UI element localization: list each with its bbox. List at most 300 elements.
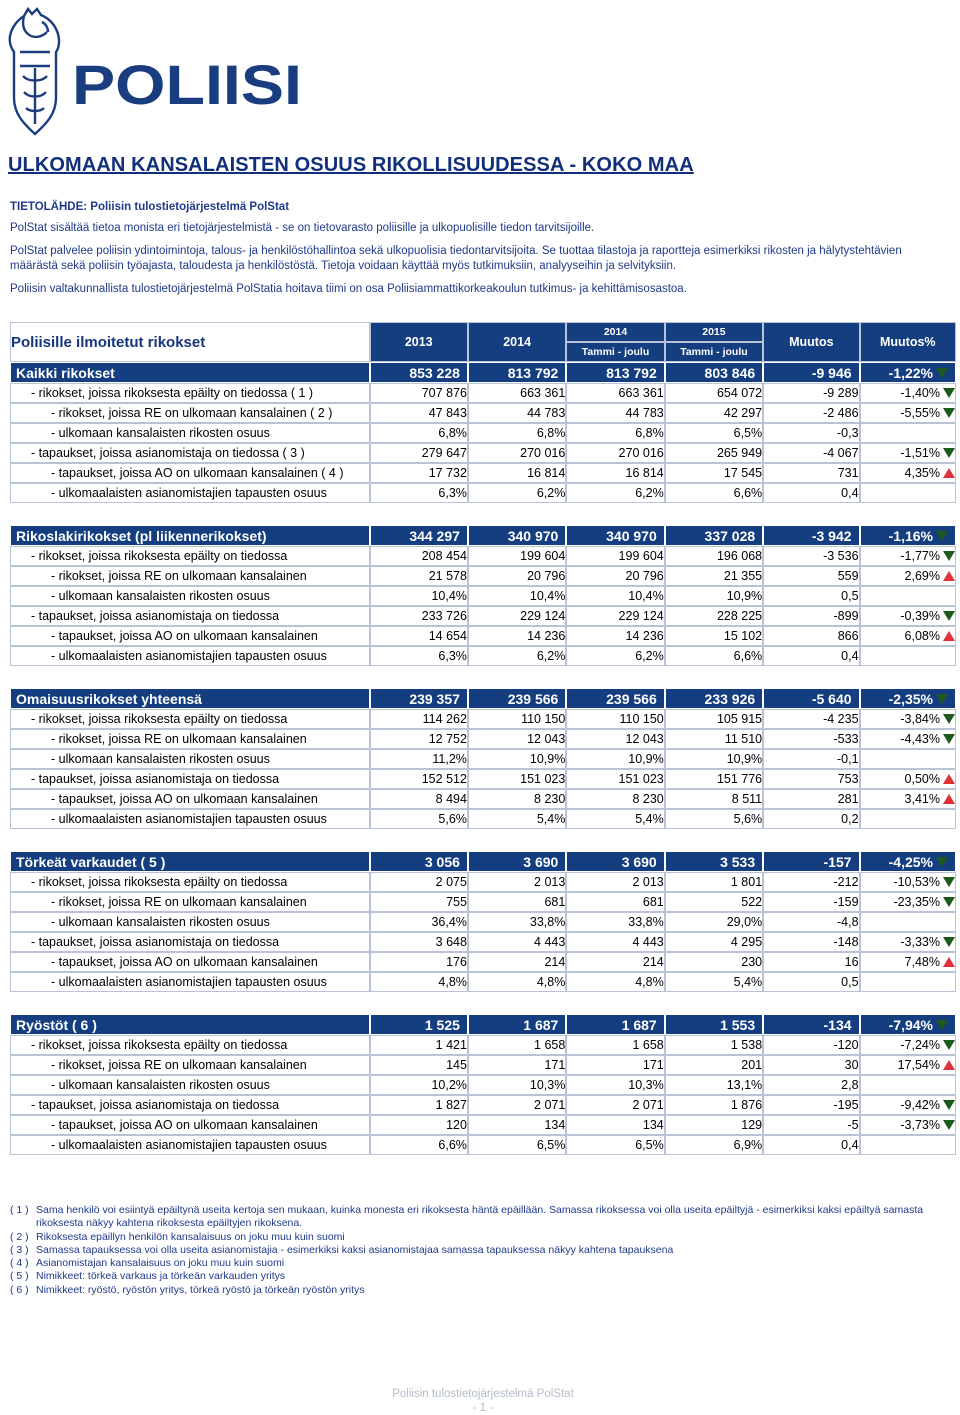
value-2014-period: 681 — [566, 892, 664, 912]
value-2014: 171 — [468, 1055, 566, 1075]
value-2014-period: 6,8% — [566, 423, 664, 443]
table-row — [10, 423, 956, 443]
value-2013: 208 454 — [370, 546, 468, 566]
value-2014-period: 6,2% — [566, 483, 664, 503]
value-2013: 6,8% — [370, 423, 468, 443]
table-row — [10, 1035, 956, 1055]
value-2013: 3 648 — [370, 932, 468, 952]
intro-paragraph-1: PolStat sisältää tietoa monista eri tietojärjestelmistä - se on tietovarasto poliisille ja ulkopuolisille tiedon tarvitsijoille. — [10, 222, 595, 234]
pct-wrapper — [900, 446, 955, 460]
value-2015-period: 265 949 — [665, 443, 763, 463]
value-muutos: -4 235 — [763, 709, 859, 729]
row-label: - rikokset, joissa RE on ulkomaan kansalainen — [10, 892, 370, 912]
value-2015-period: 42 297 — [665, 403, 763, 423]
value-2013: 3 056 — [370, 851, 468, 872]
value-muutos-pct — [860, 972, 956, 992]
value-muutos-pct — [860, 1095, 956, 1115]
pct-wrapper — [905, 629, 955, 643]
value-2014-period: 2 071 — [566, 1095, 664, 1115]
section-row — [10, 688, 956, 709]
trend-down-icon — [943, 448, 955, 458]
pct-text: -0,39% — [900, 609, 940, 623]
value-muutos: 0,4 — [763, 483, 859, 503]
logo-wordmark: POLIISI — [72, 53, 302, 116]
value-2013: 279 647 — [370, 443, 468, 463]
value-2014: 214 — [468, 952, 566, 972]
pct-wrapper — [900, 732, 955, 746]
table-row — [10, 646, 956, 666]
value-2014: 6,8% — [468, 423, 566, 443]
value-muutos: -157 — [763, 851, 859, 872]
trend-down-icon — [943, 1100, 955, 1110]
pct-text: -1,51% — [900, 446, 940, 460]
trend-down-icon — [943, 1040, 955, 1050]
value-muutos-pct — [860, 912, 956, 932]
table-row — [10, 1115, 956, 1135]
table-body — [10, 362, 956, 1155]
value-muutos: 559 — [763, 566, 859, 586]
value-muutos-pct — [860, 403, 956, 423]
value-2015-period: 1 538 — [665, 1035, 763, 1055]
pct-wrapper — [900, 406, 955, 420]
value-2014-period: 16 814 — [566, 463, 664, 483]
value-2015-period: 3 533 — [665, 851, 763, 872]
value-2014: 110 150 — [468, 709, 566, 729]
footnotes — [10, 1204, 940, 1297]
value-2014: 151 023 — [468, 769, 566, 789]
trend-down-icon — [936, 368, 948, 378]
value-2015-period: 6,9% — [665, 1135, 763, 1155]
value-muutos-pct — [860, 789, 956, 809]
value-muutos-pct — [860, 892, 956, 912]
trend-down-icon — [943, 408, 955, 418]
page-footer — [0, 1387, 960, 1415]
value-2013: 47 843 — [370, 403, 468, 423]
footnote-text: Nimikkeet: ryöstö, ryöstön yritys, törkeä ryöstö ja törkeän ryöstön yritys — [36, 1283, 365, 1296]
value-muutos-pct — [860, 1035, 956, 1055]
value-muutos: -134 — [763, 1014, 859, 1035]
pct-text: -4,43% — [900, 732, 940, 746]
value-muutos: 0,2 — [763, 809, 859, 829]
value-2013: 21 578 — [370, 566, 468, 586]
pct-wrapper — [900, 712, 955, 726]
pct-text: -1,22% — [888, 364, 933, 381]
pct-text: -3,33% — [900, 935, 940, 949]
row-label: - tapaukset, joissa AO on ulkomaan kansalainen — [10, 952, 370, 972]
footnote-mark: ( 5 ) — [10, 1270, 29, 1283]
trend-down-icon — [943, 1120, 955, 1130]
value-2014-period: 44 783 — [566, 403, 664, 423]
value-2014-period: 2 013 — [566, 872, 664, 892]
table-row — [10, 403, 956, 423]
value-2014-period: 10,3% — [566, 1075, 664, 1095]
value-muutos-pct — [860, 546, 956, 566]
value-muutos-pct — [860, 872, 956, 892]
value-muutos: -195 — [763, 1095, 859, 1115]
trend-down-icon — [943, 734, 955, 744]
trend-up-icon — [943, 1060, 955, 1070]
row-label: - ulkomaalaisten asianomistajien tapausten osuus — [10, 972, 370, 992]
value-2014-period: 4,8% — [566, 972, 664, 992]
value-muutos-pct — [860, 1055, 956, 1075]
value-muutos: 866 — [763, 626, 859, 646]
pct-wrapper — [905, 792, 955, 806]
value-muutos: -120 — [763, 1035, 859, 1055]
table-row — [10, 769, 956, 789]
value-2014-period: 199 604 — [566, 546, 664, 566]
value-muutos-pct — [860, 1075, 956, 1095]
pct-text: 0,50% — [904, 772, 940, 786]
pct-wrapper — [900, 549, 955, 563]
value-2013: 114 262 — [370, 709, 468, 729]
pct-text: 6,08% — [904, 629, 940, 643]
value-muutos-pct — [860, 383, 956, 403]
pct-text: -3,73% — [900, 1118, 940, 1132]
value-muutos: -148 — [763, 932, 859, 952]
row-label: - ulkomaan kansalaisten rikosten osuus — [10, 586, 370, 606]
value-2014-period: 239 566 — [566, 688, 664, 709]
value-muutos-pct — [860, 463, 956, 483]
value-2014: 681 — [468, 892, 566, 912]
value-2014: 16 814 — [468, 463, 566, 483]
pct-text: -7,24% — [900, 1038, 940, 1052]
footnote-mark: ( 6 ) — [10, 1283, 29, 1296]
value-muutos-pct — [860, 769, 956, 789]
value-2015-period: 129 — [665, 1115, 763, 1135]
row-label: - rikokset, joissa rikoksesta epäilty on tiedossa ( 1 ) — [10, 383, 370, 403]
trend-down-icon — [943, 937, 955, 947]
value-2014-period: 171 — [566, 1055, 664, 1075]
value-muutos-pct — [860, 626, 956, 646]
row-label: - ulkomaan kansalaisten rikosten osuus — [10, 749, 370, 769]
pct-text: -1,77% — [900, 549, 940, 563]
value-2015-period: 6,6% — [665, 483, 763, 503]
footnote — [10, 1204, 940, 1231]
spacer-cell — [10, 829, 956, 851]
value-2015-period: 230 — [665, 952, 763, 972]
value-2014: 10,4% — [468, 586, 566, 606]
pct-wrapper — [889, 1017, 948, 1033]
trend-down-icon — [936, 857, 948, 867]
value-muutos-pct — [860, 709, 956, 729]
table-row — [10, 463, 956, 483]
table-row — [10, 749, 956, 769]
value-muutos-pct — [860, 1115, 956, 1135]
value-2014: 6,5% — [468, 1135, 566, 1155]
value-2014: 3 690 — [468, 851, 566, 872]
value-2014: 1 687 — [468, 1014, 566, 1035]
header-period-2015: Tammi - joulu — [665, 342, 763, 362]
row-label: - tapaukset, joissa AO on ulkomaan kansalainen ( 4 ) — [10, 463, 370, 483]
intro-paragraph-2: PolStat palvelee poliisin ydintoimintoja, talous- ja henkilöstöhallintoa sekä ulkopuolisia tiedontarvitsijoita. Se tuottaa tilastoja ja raportteja esimerkiksi rikosten ja hälytystehtävien määrästä sekä poliisin työajasta, taloudesta ja henkilöstöstä. Tietoja voidaan käyttää myös tutkimuksiin, analyyseihin ja selvityksiin. — [10, 245, 902, 272]
value-muutos: 731 — [763, 463, 859, 483]
pct-text: -23,35% — [893, 895, 940, 909]
value-muutos: 281 — [763, 789, 859, 809]
trend-down-icon — [936, 694, 948, 704]
value-2014-period: 10,4% — [566, 586, 664, 606]
trend-down-icon — [943, 897, 955, 907]
pct-wrapper — [893, 895, 955, 909]
section-label: Omaisuusrikokset yhteensä — [10, 688, 370, 709]
value-2013: 233 726 — [370, 606, 468, 626]
footnote-mark: ( 1 ) — [10, 1204, 29, 1216]
header-muutos: Muutos — [763, 322, 859, 362]
trend-down-icon — [936, 1020, 948, 1030]
value-2014: 239 566 — [468, 688, 566, 709]
header-2014: 2014 — [468, 322, 566, 362]
pct-wrapper — [900, 1118, 955, 1132]
footnote-text: Nimikkeet: törkeä varkaus ja törkeän varkauden yritys — [36, 1270, 286, 1283]
row-label: - rikokset, joissa rikoksesta epäilty on tiedossa — [10, 1035, 370, 1055]
value-muutos-pct — [860, 606, 956, 626]
value-2014: 12 043 — [468, 729, 566, 749]
value-2014: 6,2% — [468, 483, 566, 503]
value-muutos: -212 — [763, 872, 859, 892]
value-2014: 134 — [468, 1115, 566, 1135]
value-2013: 10,2% — [370, 1075, 468, 1095]
value-2015-period: 196 068 — [665, 546, 763, 566]
pct-wrapper — [889, 854, 948, 870]
value-2013: 853 228 — [370, 362, 468, 383]
row-label: - rikokset, joissa RE on ulkomaan kansalainen — [10, 729, 370, 749]
trend-up-icon — [943, 631, 955, 641]
table-row — [10, 1135, 956, 1155]
pct-wrapper — [900, 1038, 955, 1052]
value-2013: 152 512 — [370, 769, 468, 789]
table-row — [10, 809, 956, 829]
table-row — [10, 626, 956, 646]
header-2013: 2013 — [370, 322, 468, 362]
row-label: - ulkomaan kansalaisten rikosten osuus — [10, 423, 370, 443]
value-muutos: -4 067 — [763, 443, 859, 463]
section-spacer — [10, 829, 956, 851]
value-2014-period: 3 690 — [566, 851, 664, 872]
value-2014-period: 5,4% — [566, 809, 664, 829]
crime-statistics-table — [10, 322, 956, 1155]
row-label: - rikokset, joissa rikoksesta epäilty on tiedossa — [10, 872, 370, 892]
value-muutos: -899 — [763, 606, 859, 626]
value-2014-period: 813 792 — [566, 362, 664, 383]
value-muutos-pct — [860, 809, 956, 829]
value-2013: 1 421 — [370, 1035, 468, 1055]
pct-wrapper — [905, 772, 955, 786]
row-label: - tapaukset, joissa asianomistaja on tiedossa — [10, 606, 370, 626]
value-2015-period: 13,1% — [665, 1075, 763, 1095]
value-2014: 33,8% — [468, 912, 566, 932]
poliisi-logo — [6, 6, 306, 138]
value-muutos-pct — [860, 362, 956, 383]
value-muutos: -5 — [763, 1115, 859, 1135]
trend-down-icon — [943, 611, 955, 621]
table-row — [10, 483, 956, 503]
police-emblem-icon — [10, 9, 59, 134]
trend-up-icon — [943, 571, 955, 581]
table-row — [10, 383, 956, 403]
table-row — [10, 546, 956, 566]
value-muutos: 16 — [763, 952, 859, 972]
value-2014: 663 361 — [468, 383, 566, 403]
value-2015-period: 803 846 — [665, 362, 763, 383]
value-2014-period: 663 361 — [566, 383, 664, 403]
page-title: ULKOMAAN KANSALAISTEN OSUUS RIKOLLISUUDESSA - KOKO MAA — [8, 154, 694, 176]
value-2013: 17 732 — [370, 463, 468, 483]
pct-wrapper — [905, 955, 955, 969]
value-2015-period: 1 876 — [665, 1095, 763, 1115]
value-muutos-pct — [860, 688, 956, 709]
pct-text: -4,25% — [888, 853, 933, 870]
table-title: Poliisille ilmoitetut rikokset — [10, 322, 370, 362]
value-2014: 199 604 — [468, 546, 566, 566]
value-2013: 176 — [370, 952, 468, 972]
value-muutos-pct — [860, 646, 956, 666]
intro-source: TIETOLÄHDE: Poliisin tulostietojärjestelmä PolStat — [10, 201, 290, 213]
value-muutos-pct — [860, 932, 956, 952]
pct-text: -2,35% — [888, 690, 933, 707]
value-muutos: -3 536 — [763, 546, 859, 566]
footnote — [10, 1284, 940, 1297]
value-2015-period: 6,5% — [665, 423, 763, 443]
value-muutos: -0,1 — [763, 749, 859, 769]
section-row — [10, 362, 956, 383]
row-label: - ulkomaalaisten asianomistajien tapausten osuus — [10, 809, 370, 829]
table-row — [10, 872, 956, 892]
value-2015-period: 29,0% — [665, 912, 763, 932]
table-row — [10, 1095, 956, 1115]
trend-up-icon — [943, 468, 955, 478]
row-label: - tapaukset, joissa AO on ulkomaan kansalainen — [10, 626, 370, 646]
value-muutos: 753 — [763, 769, 859, 789]
value-2013: 1 827 — [370, 1095, 468, 1115]
pct-wrapper — [905, 466, 955, 480]
value-muutos-pct — [860, 1014, 956, 1035]
value-2014-period: 270 016 — [566, 443, 664, 463]
value-2014: 1 658 — [468, 1035, 566, 1055]
table-row — [10, 972, 956, 992]
row-label: - rikokset, joissa rikoksesta epäilty on tiedossa — [10, 709, 370, 729]
pct-text: -5,55% — [900, 406, 940, 420]
footnote — [10, 1257, 940, 1270]
section-label: Kaikki rikokset — [10, 362, 370, 383]
value-2015-period: 5,4% — [665, 972, 763, 992]
value-2013: 239 357 — [370, 688, 468, 709]
value-muutos-pct — [860, 952, 956, 972]
pct-wrapper — [889, 691, 948, 707]
table-row — [10, 1075, 956, 1095]
value-2014: 20 796 — [468, 566, 566, 586]
value-2014-period: 1 658 — [566, 1035, 664, 1055]
row-label: - rikokset, joissa RE on ulkomaan kansalainen ( 2 ) — [10, 403, 370, 423]
section-row — [10, 525, 956, 546]
value-muutos: -2 486 — [763, 403, 859, 423]
value-muutos: 30 — [763, 1055, 859, 1075]
trend-up-icon — [943, 774, 955, 784]
trend-down-icon — [943, 714, 955, 724]
value-muutos: -533 — [763, 729, 859, 749]
row-label: - rikokset, joissa RE on ulkomaan kansalainen — [10, 1055, 370, 1075]
value-muutos-pct — [860, 525, 956, 546]
value-2015-period: 10,9% — [665, 749, 763, 769]
row-label: - tapaukset, joissa asianomistaja on tiedossa — [10, 932, 370, 952]
pct-text: -1,40% — [900, 386, 940, 400]
table-row — [10, 709, 956, 729]
section-spacer — [10, 666, 956, 688]
value-2015-period: 11 510 — [665, 729, 763, 749]
value-2015-period: 1 801 — [665, 872, 763, 892]
value-2015-period: 151 776 — [665, 769, 763, 789]
table-row — [10, 729, 956, 749]
value-muutos: -3 942 — [763, 525, 859, 546]
pct-text: -10,53% — [893, 875, 940, 889]
value-2014: 5,4% — [468, 809, 566, 829]
pct-wrapper — [889, 365, 948, 381]
pct-wrapper — [900, 1098, 955, 1112]
row-label: - tapaukset, joissa asianomistaja on tiedossa — [10, 769, 370, 789]
value-2013: 2 075 — [370, 872, 468, 892]
pct-wrapper — [905, 569, 955, 583]
value-2015-period: 233 926 — [665, 688, 763, 709]
header-period-2014: Tammi - joulu — [566, 342, 664, 362]
value-muutos-pct — [860, 851, 956, 872]
pct-text: 17,54% — [897, 1058, 940, 1072]
value-2013: 6,3% — [370, 646, 468, 666]
value-muutos-pct — [860, 749, 956, 769]
value-2015-period: 10,9% — [665, 586, 763, 606]
value-2014: 229 124 — [468, 606, 566, 626]
section-spacer — [10, 503, 956, 525]
table-row — [10, 892, 956, 912]
footnote-mark: ( 4 ) — [10, 1257, 29, 1270]
value-muutos: -159 — [763, 892, 859, 912]
pct-wrapper — [889, 528, 948, 544]
intro-paragraph-3: Poliisin valtakunnallista tulostietojärjestelmä PolStatia hoitava tiimi on osa Poliisiammattikorkeakoulun tutkimus- ja kehittämisosastoa. — [10, 283, 687, 295]
value-muutos: -9 946 — [763, 362, 859, 383]
value-muutos-pct — [860, 483, 956, 503]
pct-text: 4,35% — [904, 466, 940, 480]
value-muutos: 0,4 — [763, 646, 859, 666]
table-row — [10, 932, 956, 952]
pct-wrapper — [898, 1058, 955, 1072]
value-2014-period: 340 970 — [566, 525, 664, 546]
value-2015-period: 228 225 — [665, 606, 763, 626]
table-row — [10, 952, 956, 972]
trend-down-icon — [943, 388, 955, 398]
value-2013: 1 525 — [370, 1014, 468, 1035]
value-2014: 4 443 — [468, 932, 566, 952]
value-muutos: -4,8 — [763, 912, 859, 932]
value-2014: 2 071 — [468, 1095, 566, 1115]
spacer-cell — [10, 503, 956, 525]
value-muutos: 0,5 — [763, 972, 859, 992]
pct-text: 2,69% — [904, 569, 940, 583]
row-label: - rikokset, joissa rikoksesta epäilty on tiedossa — [10, 546, 370, 566]
header-muutos-pct: Muutos% — [860, 322, 956, 362]
row-label: - ulkomaalaisten asianomistajien tapausten osuus — [10, 1135, 370, 1155]
pct-text: -3,84% — [900, 712, 940, 726]
value-2013: 6,3% — [370, 483, 468, 503]
header-2015-period-year: 2015 — [665, 322, 763, 342]
footnote-mark: ( 2 ) — [10, 1230, 29, 1243]
value-2013: 344 297 — [370, 525, 468, 546]
pct-wrapper — [893, 875, 955, 889]
footnote-text: Asianomistajan kansalaisuus on joku muu kuin suomi — [36, 1257, 285, 1270]
value-2014-period: 1 687 — [566, 1014, 664, 1035]
pct-text: -9,42% — [900, 1098, 940, 1112]
value-2014: 270 016 — [468, 443, 566, 463]
pct-text: 7,48% — [904, 955, 940, 969]
table-row — [10, 606, 956, 626]
value-2015-period: 522 — [665, 892, 763, 912]
row-label: - ulkomaalaisten asianomistajien tapausten osuus — [10, 646, 370, 666]
